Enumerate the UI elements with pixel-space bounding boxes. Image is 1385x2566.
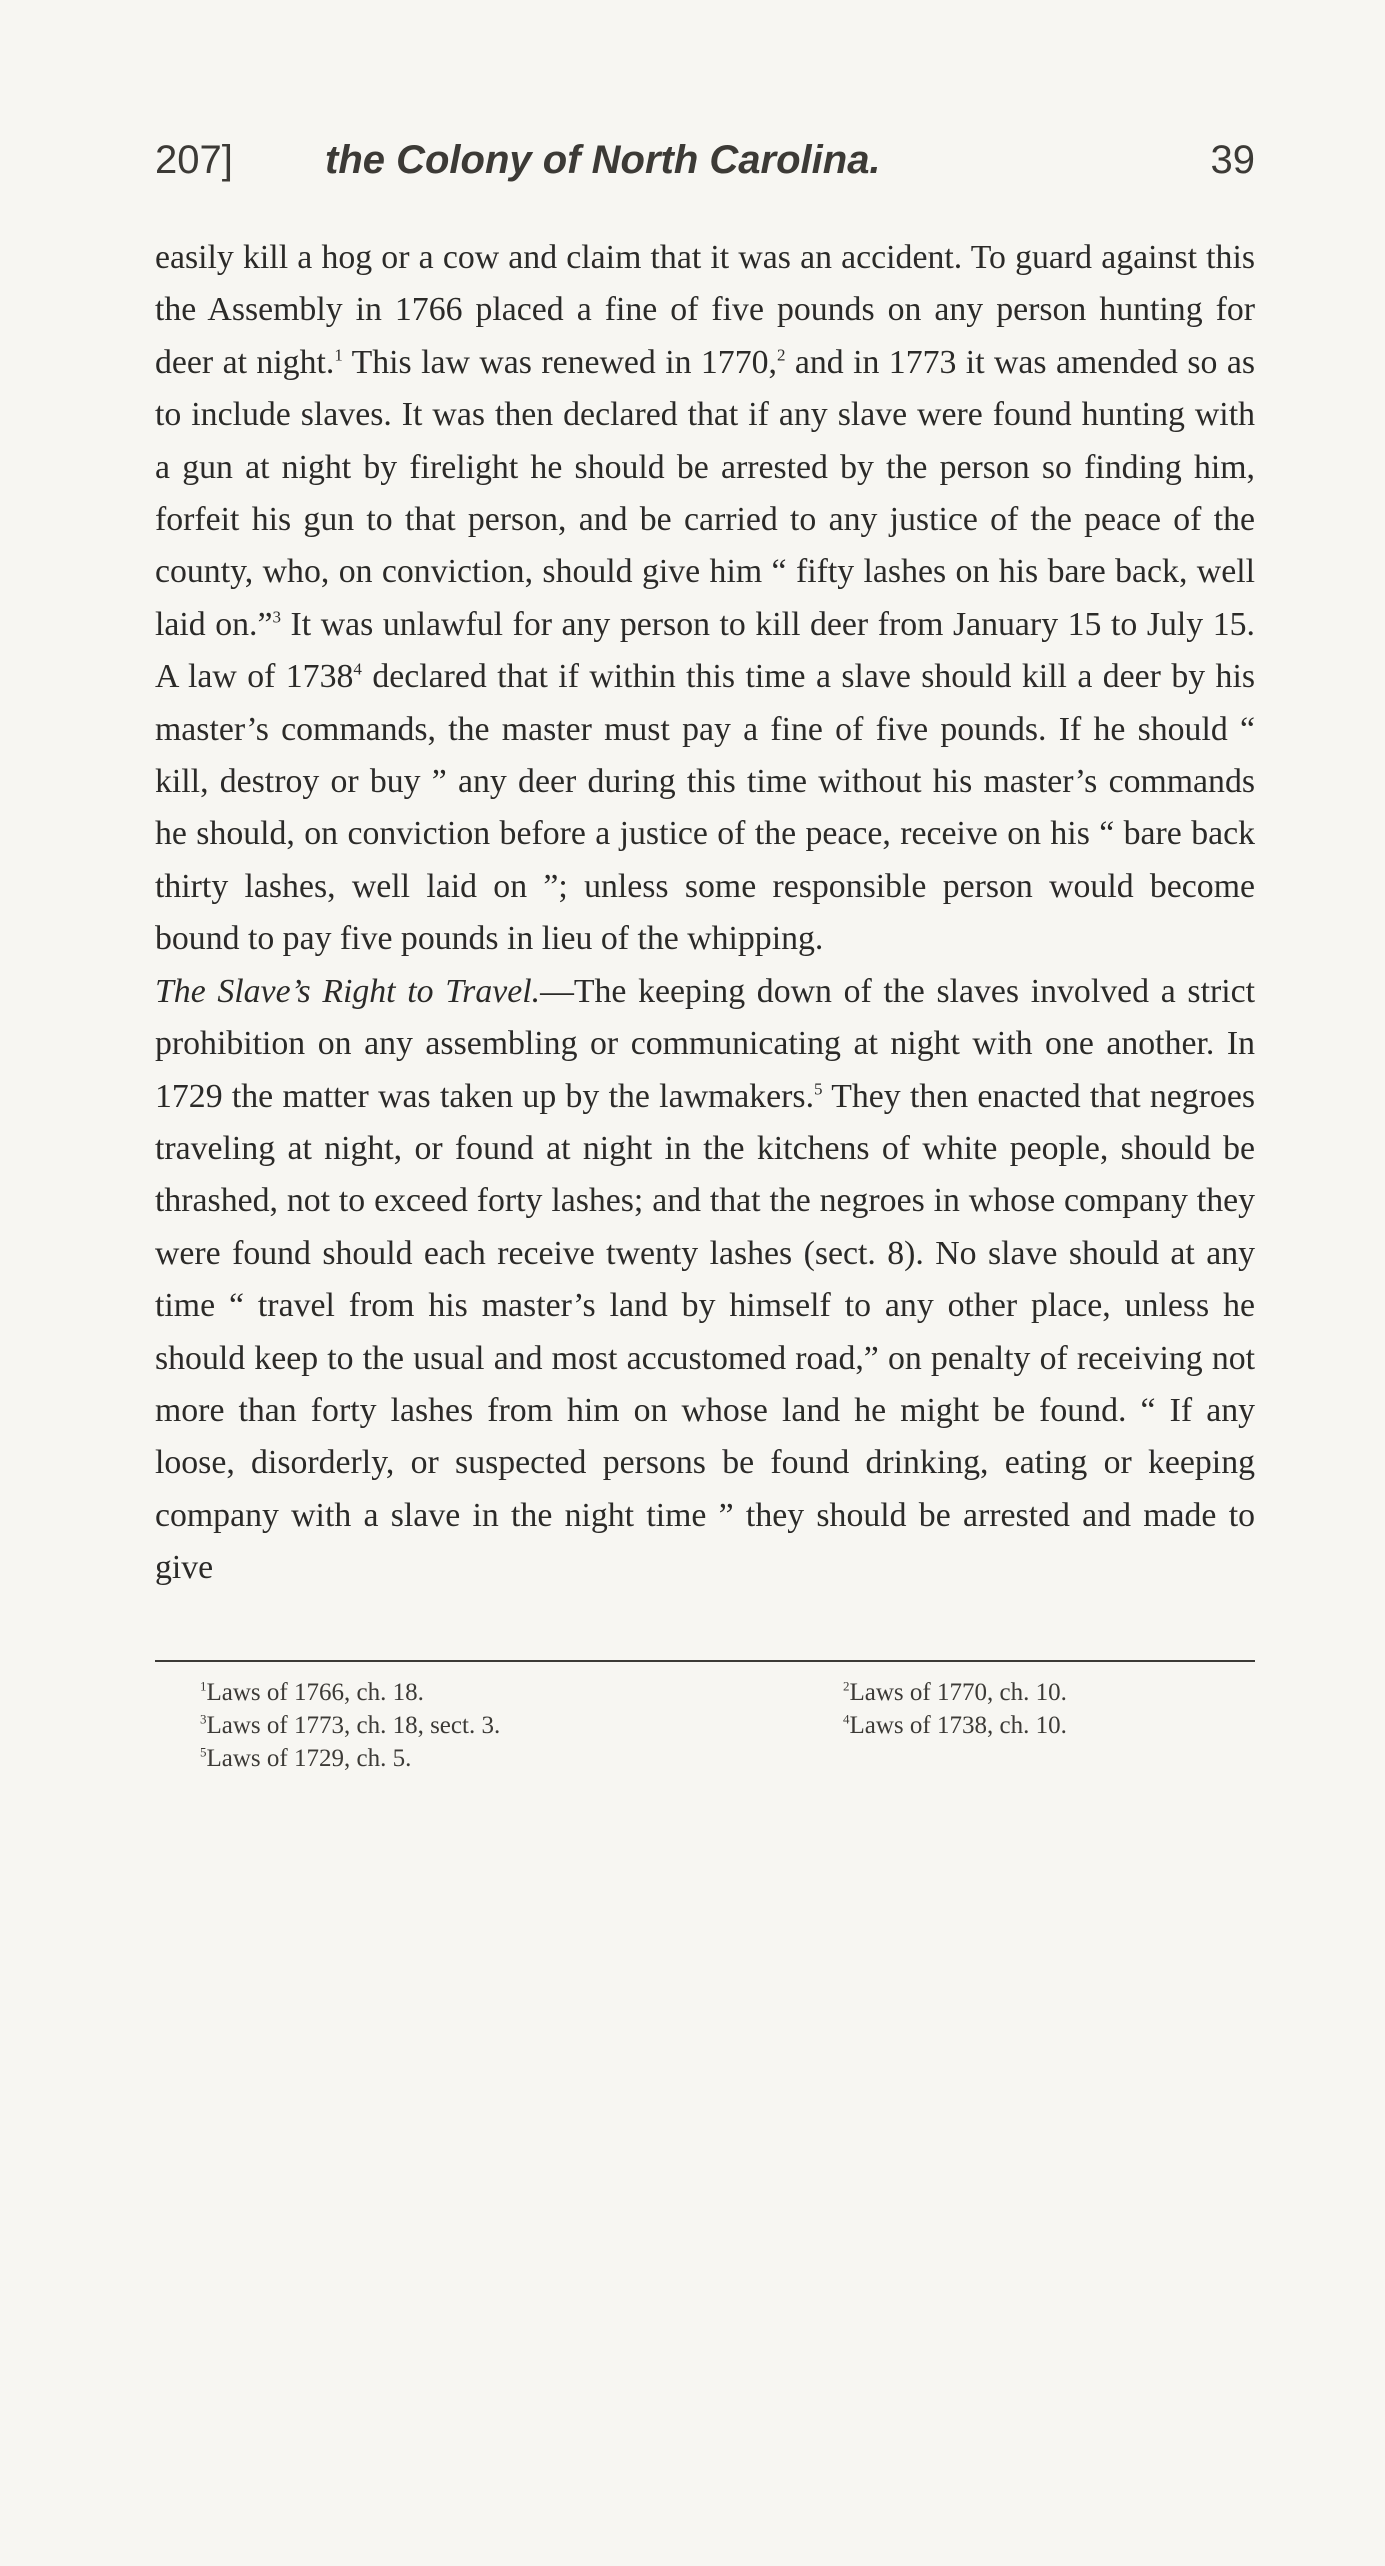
footnote-5: $^5$Laws of 1729, ch. 5. bbox=[200, 1744, 412, 1772]
section-heading: The Slave’s Right to Travel. bbox=[155, 972, 541, 1010]
footnote-2: $^2$Laws of 1770, ch. 10. bbox=[843, 1678, 1067, 1706]
page-reference: 207] bbox=[155, 138, 233, 182]
running-title: the Colony of North Carolina. bbox=[325, 138, 881, 182]
running-header bbox=[155, 138, 1255, 198]
footnote-mark: 2 bbox=[776, 345, 786, 365]
body-text bbox=[155, 232, 1255, 1595]
footnote-4: $^4$Laws of 1738, ch. 10. bbox=[843, 1711, 1067, 1739]
footnote-mark: 4 bbox=[353, 659, 362, 679]
paragraph-deer-hunting: easily kill a hog or a cow and claim that it was an accident. To guard against this the Assembly in 1766 placed a fine of five pounds on any person hunting for deer at night.$^1$ This law was renewed in 1770,$^2$ and in 1773 it was amended so as to include slaves. It was then declared that if any slave were found hunting with a gun at night by firelight he should be arrested by the person so finding him, forfeit his gun to that person, and be carried to any justice of the peace of the county, who, on conviction, should give him “ fifty lashes on his bare back, well laid on.”$^3$ It was unlawful for any person to kill deer from January 15 to July 15. A law of 1738$^4$ declared that if within this time a slave should kill a deer by his master’s commands, the master must pay a fine of five pounds. If he should “ kill, destroy or buy ” any deer during this time without his master’s commands he should, on conviction before a justice of the peace, receive on his “ bare back thirty lashes, well laid on ”; unless some responsible person would become bound to pay five pounds in lieu of the whipping. bbox=[155, 239, 1256, 958]
footnote-mark: 3 bbox=[272, 607, 281, 627]
paragraph-right-to-travel: The Slave’s Right to Travel.—The keeping down of the slaves involved a strict prohibition on any assembling or communicating at night with one another. In 1729 the matter was taken up by the lawmakers.$^5$ They then enacted that negroes traveling at night, or found at night in the kitchens of white people, should be thrashed, not to exceed forty lashes; and that the negroes in whose company they were found should each receive twenty lashes (sect. 8). No slave should at any time “ travel from his master’s land by himself to any other place, unless he should keep to the usual and most accustomed road,” on penalty of receiving not more than forty lashes from him on whose land he might be found. “ If any loose, disorderly, or suspected persons be found drinking, eating or keeping company with a slave in the night time ” they should be arrested and made to give bbox=[155, 972, 1255, 1587]
footnote-1: $^1$Laws of 1766, ch. 18. bbox=[200, 1678, 424, 1706]
footnote-mark: 1 bbox=[334, 345, 343, 365]
page-number: 39 bbox=[1210, 138, 1255, 182]
footnote-mark: 5 bbox=[814, 1079, 823, 1099]
footnote-divider bbox=[155, 1660, 1255, 1662]
footnote-3: $^3$Laws of 1773, ch. 18, sect. 3. bbox=[200, 1711, 501, 1739]
